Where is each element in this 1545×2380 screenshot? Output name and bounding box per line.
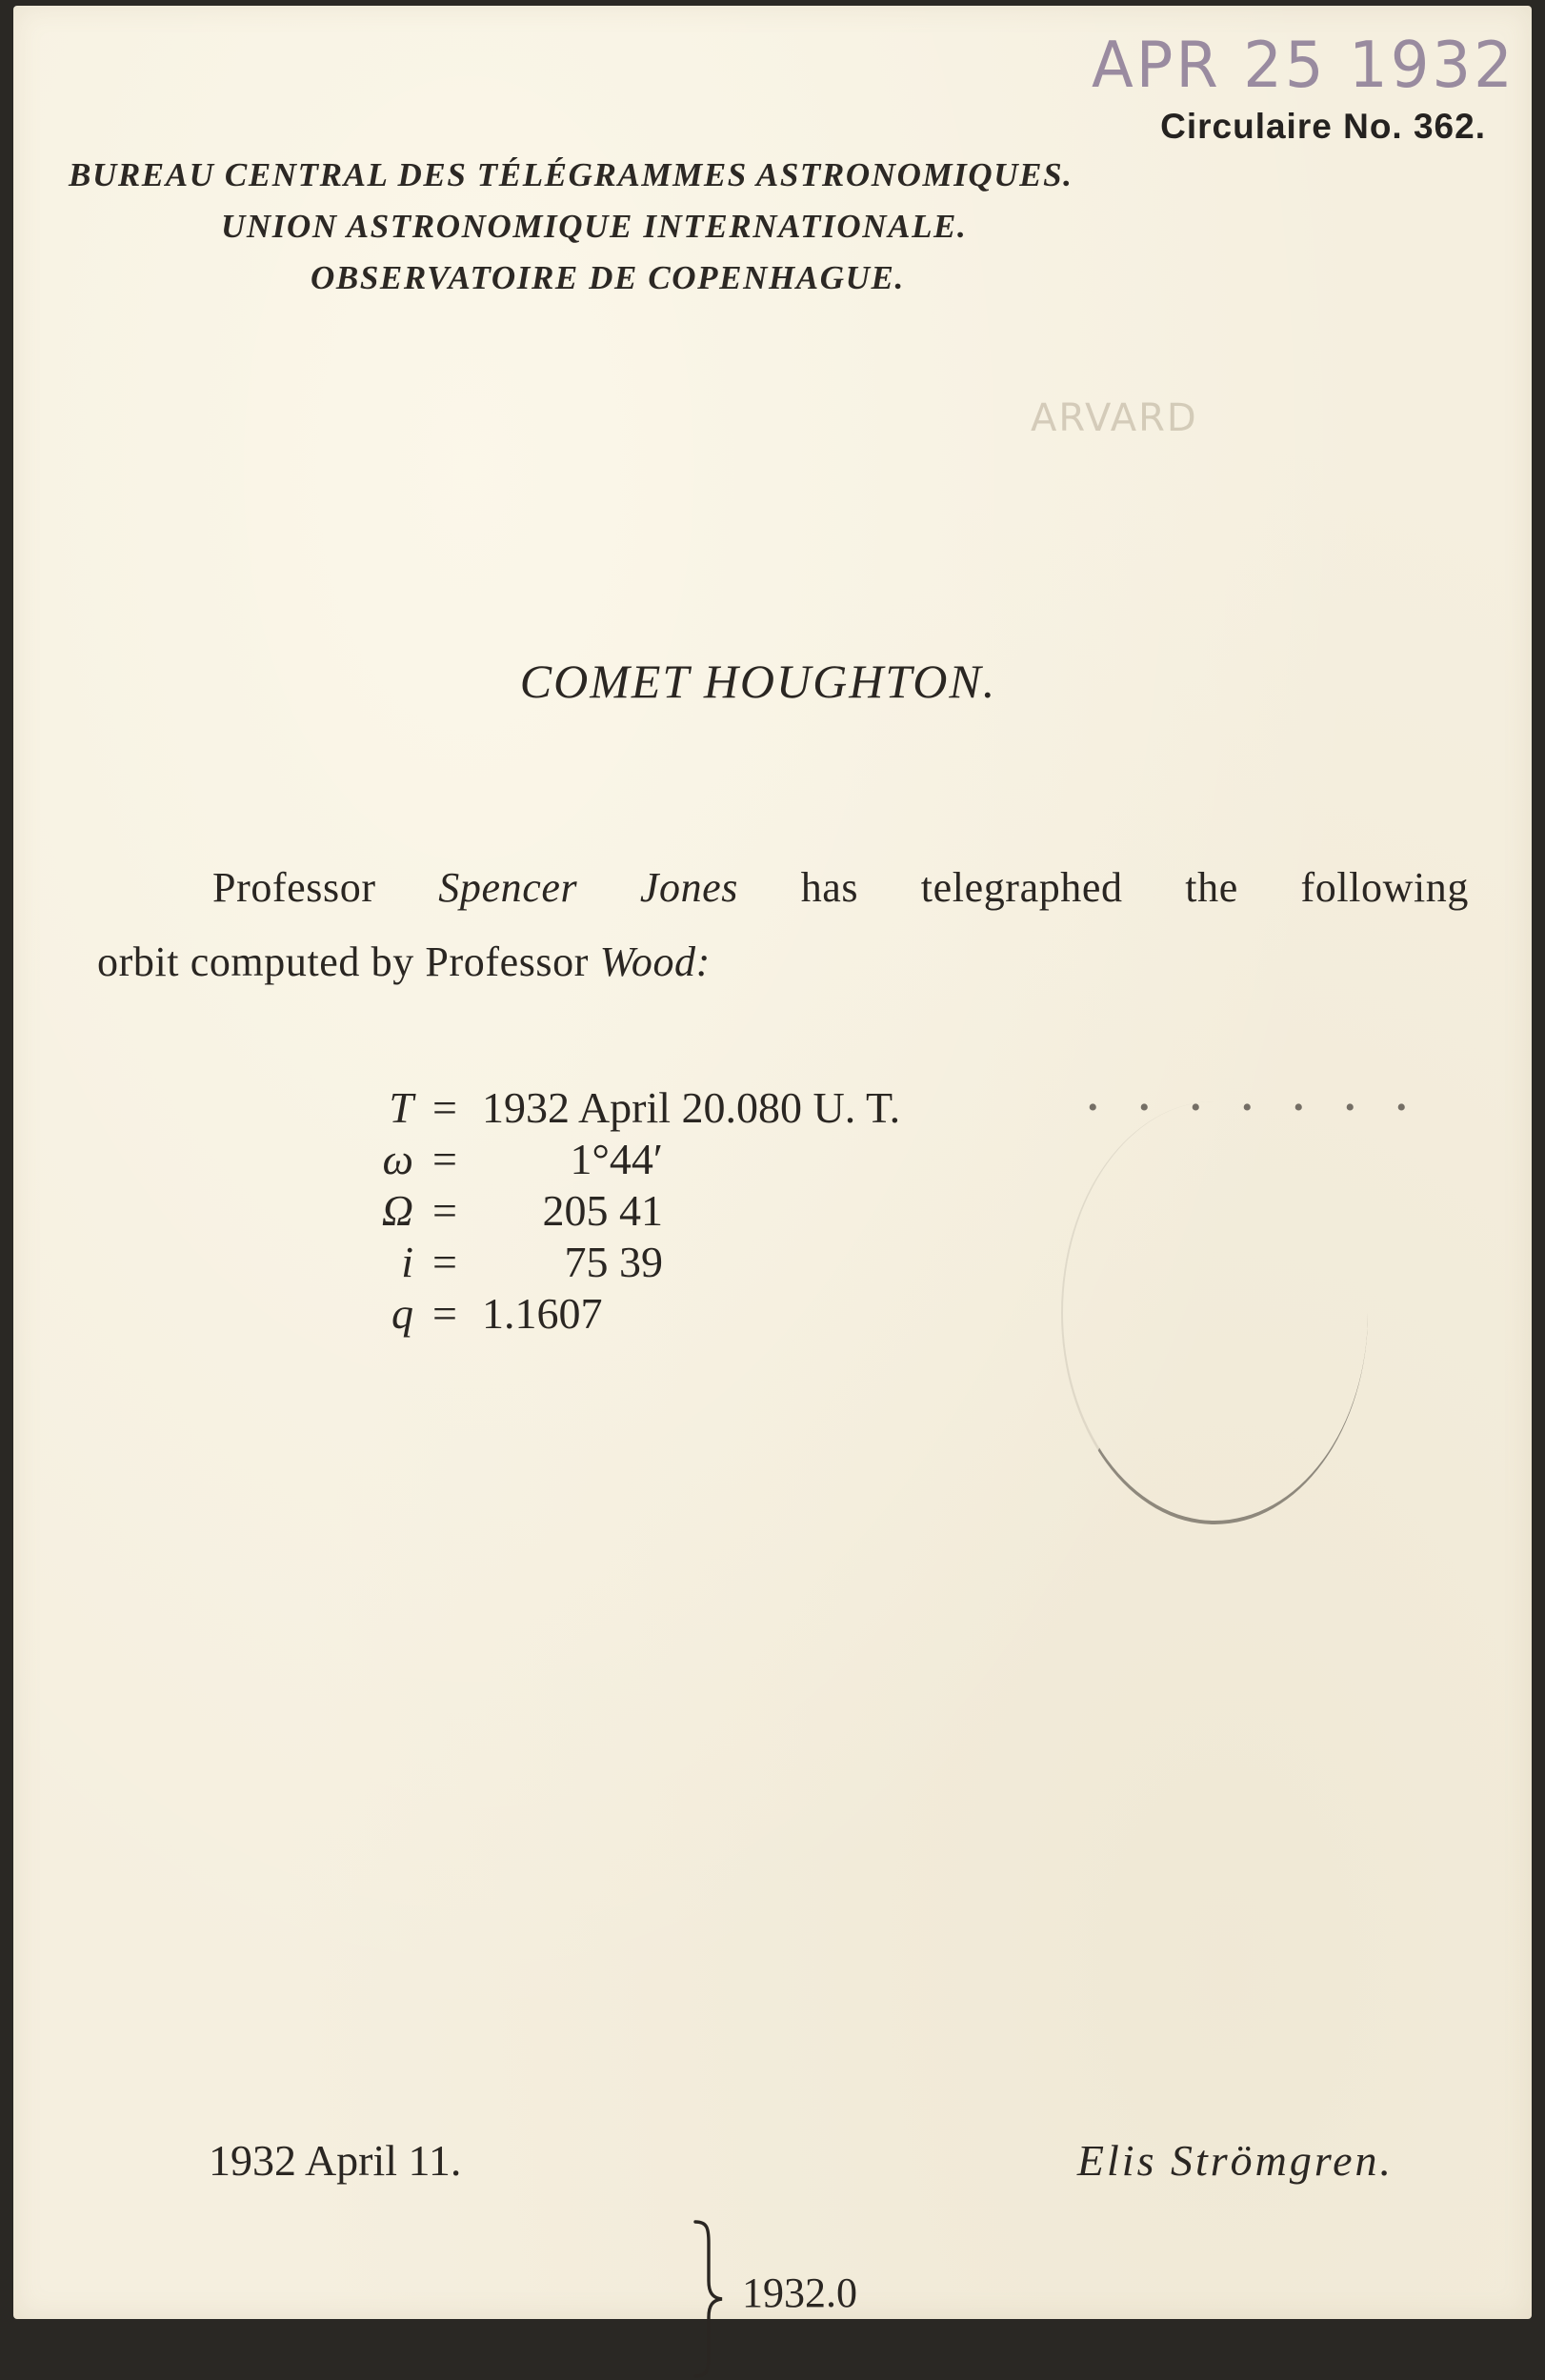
page-title: [13, 654, 1532, 709]
text-orbit-computed: orbit computed by Professor: [97, 938, 600, 985]
header-bureau: BUREAU CENTRAL DES TÉLÉGRAMMES ASTRONOMIQUES.: [69, 156, 1073, 193]
header-observatory: OBSERVATOIRE DE COPENHAGUE.: [311, 259, 905, 296]
element-symbol: i: [401, 1238, 413, 1286]
issue-date: 1932 April 11.: [209, 2136, 462, 2185]
title-text: COMET HOUGHTON.: [519, 655, 997, 708]
faint-stamp-mark: ARVARD: [1031, 396, 1198, 440]
right-brace-icon: [692, 2218, 726, 2380]
text-professor: Professor: [212, 864, 439, 911]
element-value: 1932 April 20.080 U. T.: [482, 1083, 901, 1132]
element-symbol: q: [391, 1289, 413, 1338]
equals-sign: =: [432, 1135, 457, 1183]
received-date-stamp: APR 25 1932: [1092, 29, 1515, 103]
name-spencer-jones: Spencer Jones: [438, 864, 739, 911]
name-wood: Wood:: [599, 938, 711, 985]
faint-dot-marks: • • • • • • •: [1088, 1092, 1424, 1123]
element-symbol: ω: [382, 1135, 413, 1183]
equals-sign: =: [432, 1083, 457, 1132]
signature: Elis Strömgren.: [1076, 2136, 1394, 2185]
equals-sign: =: [432, 1289, 457, 1338]
equals-sign: =: [432, 1186, 457, 1235]
faint-stamp-circle: [1061, 1101, 1368, 1524]
element-symbol: T: [389, 1083, 413, 1132]
circular-card: [13, 6, 1532, 2319]
paragraph-line-1: [97, 851, 1469, 925]
announcement-paragraph: [97, 851, 1469, 999]
epoch-value: 1932.0: [742, 2269, 857, 2316]
element-value: 1°44′: [570, 1135, 663, 1183]
text-telegraphed: has telegraphed the following: [738, 864, 1469, 911]
element-symbol: Ω: [381, 1186, 413, 1235]
paragraph-line-2: [97, 925, 1469, 999]
header-union: UNION ASTRONOMIQUE INTERNATIONALE.: [221, 208, 968, 245]
element-value: 205 41: [542, 1186, 663, 1235]
equals-sign: =: [432, 1238, 457, 1286]
element-value: 1.1607: [482, 1289, 603, 1338]
circular-number: Circulaire No. 362.: [1160, 107, 1486, 146]
element-value: 75 39: [564, 1238, 663, 1286]
